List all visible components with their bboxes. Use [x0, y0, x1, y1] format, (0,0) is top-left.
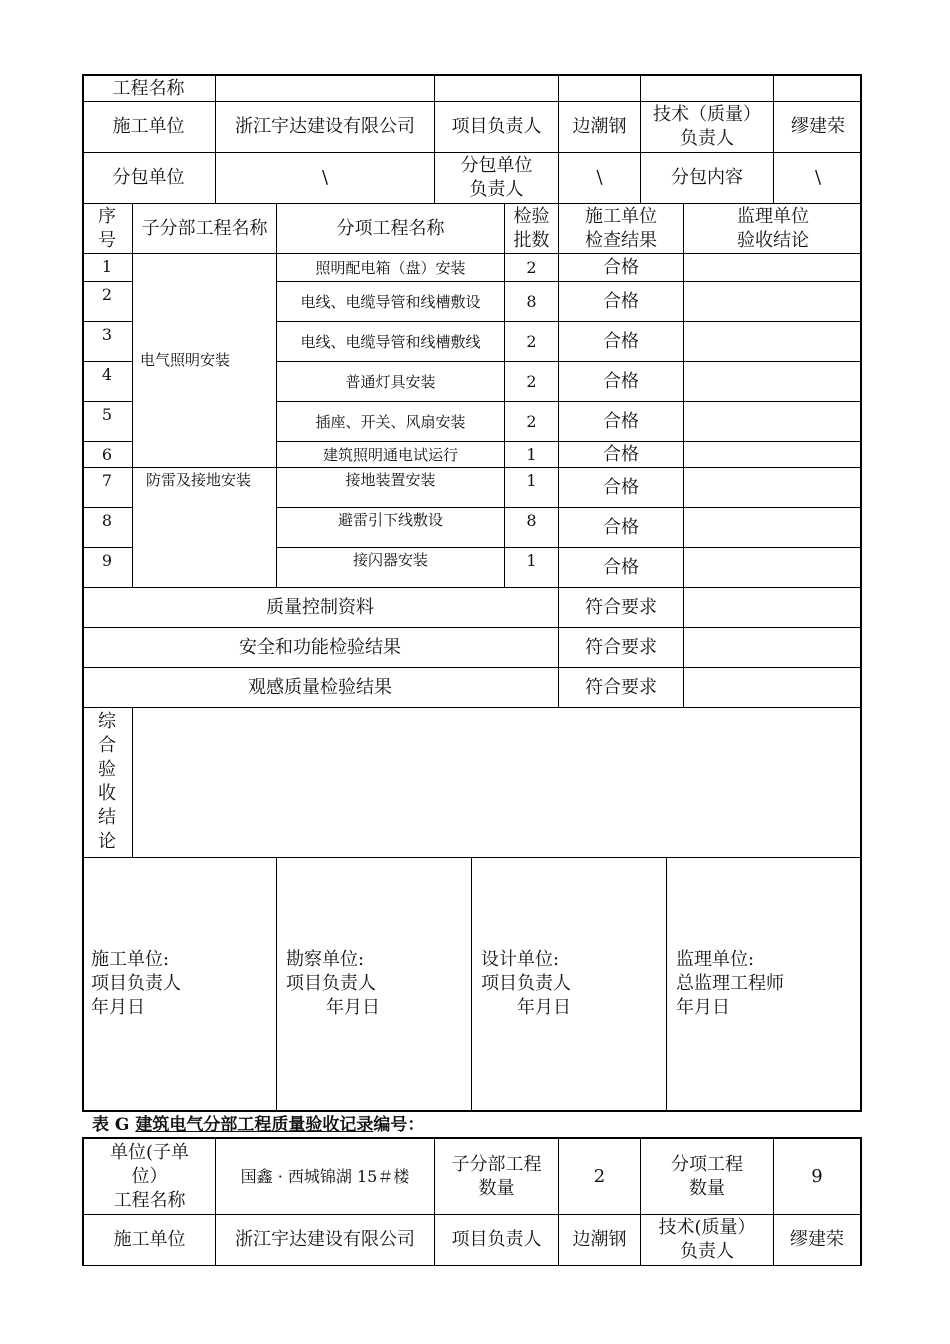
hline: [82, 857, 862, 858]
tech-lead-value: 缪建荣: [791, 116, 845, 137]
subdivision-count-label-line1: 子分部工程: [451, 1153, 542, 1175]
subcontract-content-value: \: [814, 167, 822, 188]
row-item: 接闪器安装: [352, 551, 428, 569]
hline: [82, 467, 862, 468]
hline: [82, 361, 132, 362]
signature-role: 项目负责人: [286, 973, 376, 994]
signature-date: 年月日: [326, 997, 380, 1018]
tech-lead-label-line2: 负责人: [680, 1241, 734, 1262]
row-result: 合格: [603, 516, 639, 538]
subdivision-count-value: 2: [593, 1165, 606, 1187]
row-seq: 9: [101, 551, 113, 570]
hline: [82, 547, 132, 548]
col-check-header: [559, 204, 683, 253]
tech-lead-label: [641, 102, 773, 152]
signature-block-design: [481, 948, 571, 1020]
row-result: 合格: [603, 556, 639, 578]
signature-block-survey: [286, 948, 380, 1020]
tech-lead-label-line1: 技术(质量）: [658, 1217, 756, 1238]
unit-project-label: [84, 1139, 215, 1214]
subcontractor-head-label-line2: 负责人: [469, 179, 524, 200]
col-check-line2: 检查结果: [585, 229, 657, 251]
form2-title-main: 建筑电气分部工程质量验收记录: [135, 1115, 374, 1135]
conclusion-char: 综: [98, 711, 116, 732]
col-batch-line2: 批数: [513, 229, 550, 251]
conclusion-label: [82, 709, 132, 855]
project-manager-value: 边潮钢: [572, 116, 627, 137]
summary-label: 观感质量检验结果: [248, 676, 392, 698]
row-result: 合格: [603, 330, 639, 352]
vline: [132, 203, 133, 588]
tech-lead-label-line1: 技术（质量）: [653, 104, 761, 125]
hline: [82, 401, 132, 402]
row-item: 建筑照明通电试运行: [322, 445, 458, 464]
row-batches: 1: [526, 551, 537, 570]
row-item: 避雷引下线敷设: [337, 511, 443, 529]
row-item: 电线、电缆导管和线槽敷设: [300, 292, 481, 311]
tech-lead-label: [641, 1215, 773, 1265]
row-seq: 7: [101, 471, 113, 490]
vline: [276, 857, 277, 1112]
form2-title: [92, 1114, 424, 1136]
signature-role: 项目负责人: [481, 973, 571, 994]
conclusion-char: 收: [98, 783, 116, 804]
col-seq-line2: 号: [98, 229, 116, 251]
summary-label: 安全和功能检验结果: [239, 636, 401, 658]
conclusion-field[interactable]: [133, 708, 861, 857]
subdivision-count-label: [435, 1139, 558, 1214]
row-item: 照明配电箱（盘）安装: [315, 258, 466, 277]
signature-unit: 监理单位:: [676, 949, 755, 970]
row-item: 插座、开关、风扇安装: [315, 412, 466, 431]
item-count-label-line2: 数量: [689, 1177, 725, 1199]
tech-lead-label-line2: 负责人: [680, 128, 734, 149]
row-result: 合格: [603, 370, 639, 392]
subcontractor-head-value: \: [596, 167, 603, 188]
col-batch-header: [505, 204, 558, 253]
col-seq-header: [82, 204, 132, 253]
conclusion-char: 结: [98, 807, 116, 828]
col-subdivision-header: 子分部工程名称: [141, 217, 268, 239]
row-result: 合格: [603, 290, 639, 312]
row-item: 电线、电缆导管和线槽敷线: [300, 332, 481, 351]
contractor-value: 浙江宇达建设有限公司: [235, 1229, 415, 1250]
col-accept-header: [684, 204, 862, 253]
group-label: 防雷及接地安装: [146, 471, 252, 489]
project-name-value: [216, 76, 434, 102]
unit-project-label-line2: 位）: [131, 1165, 168, 1187]
project-manager-label: 项目负责人: [451, 116, 542, 137]
contractor-label: 施工单位: [113, 1229, 186, 1250]
row-item: 普通灯具安装: [345, 372, 436, 391]
subcontract-content-label: 分包内容: [671, 167, 743, 188]
row-result: 合格: [603, 476, 639, 498]
signature-block-supervisor: [676, 948, 784, 1020]
col-check-line1: 施工单位: [585, 205, 657, 227]
form2-title-suffix: 编号：: [373, 1115, 425, 1135]
summary-label: 质量控制资料: [266, 596, 374, 618]
conclusion-char: 验: [98, 759, 116, 780]
row-result: 合格: [603, 410, 639, 432]
col-item-header: 分项工程名称: [336, 217, 445, 239]
row-seq: 6: [101, 445, 113, 464]
signature-unit: 勘察单位:: [286, 949, 365, 970]
signature-block-contractor: [91, 948, 181, 1020]
hline: [82, 441, 132, 442]
contractor-label: 施工单位: [112, 116, 185, 137]
item-count-label: [641, 1139, 773, 1214]
project-manager-value: 边潮钢: [572, 1229, 627, 1250]
row-result: 合格: [603, 256, 639, 278]
row-batches: 2: [526, 411, 537, 431]
vline: [860, 1137, 862, 1266]
col-seq-line1: 序: [98, 205, 116, 227]
row-batches: 8: [526, 511, 537, 530]
subcontractor-head-label-line1: 分包单位: [460, 155, 533, 176]
vline: [471, 857, 472, 1112]
signature-date: 年月日: [517, 997, 571, 1018]
unit-project-label-line1: 单位(子单: [109, 1141, 190, 1163]
conclusion-char: 合: [98, 735, 116, 756]
summary-result: 符合要求: [585, 636, 657, 658]
vline: [666, 857, 667, 1112]
row-seq: 2: [101, 285, 113, 304]
row-batches: 8: [526, 291, 537, 311]
col-accept-line2: 验收结论: [737, 229, 809, 251]
vline: [683, 203, 684, 708]
hline: [82, 1265, 862, 1266]
hline: [82, 321, 132, 322]
row-result: 合格: [603, 443, 639, 465]
row-seq: 1: [101, 257, 113, 276]
item-count-label-line1: 分项工程: [671, 1153, 743, 1175]
signature-role: 项目负责人: [91, 973, 181, 994]
summary-result: 符合要求: [585, 676, 657, 698]
unit-project-value: 国鑫 · 西城锦湖 15＃楼: [240, 1166, 410, 1186]
hline: [82, 507, 132, 508]
row-item: 接地装置安装: [345, 471, 436, 489]
col-batch-line1: 检验: [513, 205, 550, 227]
col-accept-line1: 监理单位: [737, 205, 809, 227]
project-name-label: 工程名称: [112, 78, 185, 99]
signature-unit: 施工单位:: [91, 949, 170, 970]
row-batches: 2: [526, 257, 537, 277]
signature-unit: 设计单位:: [481, 949, 560, 970]
row-batches: 2: [526, 371, 537, 391]
summary-result: 符合要求: [585, 596, 657, 618]
row-batches: 1: [526, 471, 537, 490]
hline: [82, 281, 132, 282]
row-seq: 4: [101, 365, 113, 384]
conclusion-char: 论: [98, 831, 116, 852]
row-batches: 2: [526, 331, 537, 351]
signature-date: 年月日: [676, 997, 730, 1018]
signature-date: 年月日: [91, 997, 145, 1018]
subcontractor-label: 分包单位: [112, 167, 185, 188]
row-seq: 8: [101, 511, 113, 530]
unit-project-label-line3: 工程名称: [113, 1189, 186, 1211]
project-manager-label: 项目负责人: [451, 1229, 542, 1250]
subcontractor-head-label: [435, 153, 558, 203]
group-label: 电气照明安装: [140, 351, 231, 369]
subcontractor-value: \: [321, 167, 329, 188]
row-seq: 5: [101, 405, 113, 424]
tech-lead-value: 缪建荣: [790, 1229, 844, 1250]
item-count-value: 9: [811, 1165, 823, 1187]
subdivision-count-label-line2: 数量: [478, 1177, 515, 1199]
row-batches: 1: [526, 444, 537, 464]
form2-title-prefix: 表 G: [92, 1115, 136, 1135]
contractor-value: 浙江宇达建设有限公司: [235, 116, 415, 137]
row-seq: 3: [101, 325, 113, 344]
signature-role: 总监理工程师: [676, 973, 784, 994]
